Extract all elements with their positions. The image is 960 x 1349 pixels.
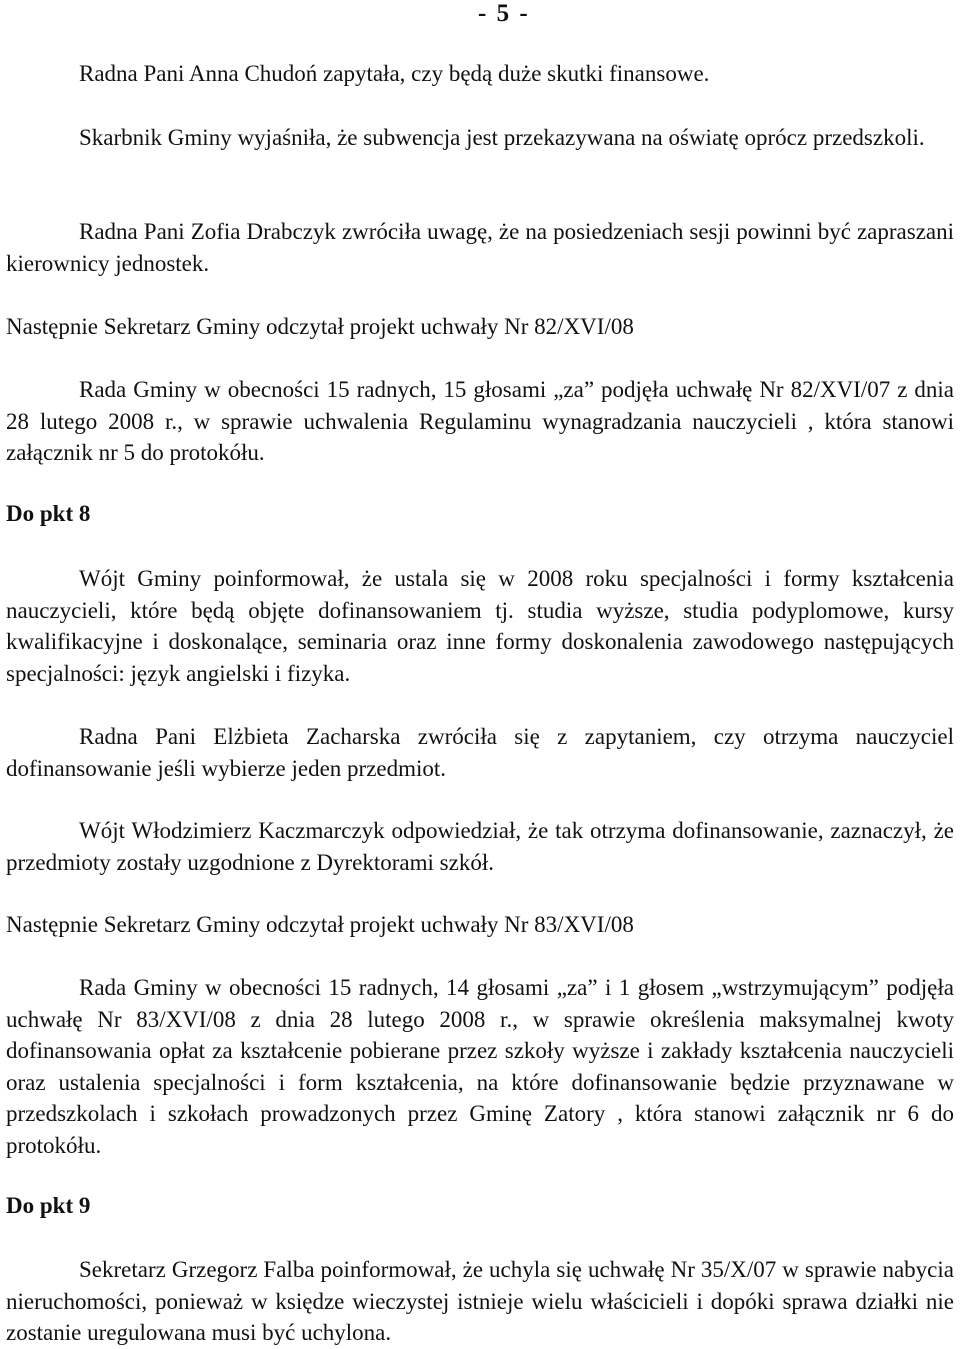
page-number: - 5 - <box>478 0 530 27</box>
paragraph-resolution-82-vote: Rada Gminy w obecności 15 radnych, 15 głosami „za” podjęła uchwałę Nr 82/XVI/07 z dnia 28 lutego 2008 r., w sprawie uchwalenia Regulaminu wynagradzania nauczycieli , która stanowi załącznik nr 5 do protokółu. <box>6 377 954 465</box>
heading-point-8: Do pkt 8 <box>6 501 91 526</box>
paragraph-mayor-specialties: Wójt Gminy poinformował, że ustala się w 2008 roku specjalności i formy kształcenia nauczycieli, które będą objęte dofinansowaniem tj. studia wyższe, studia podyplomowe, kursy kwalifikacyjne i doskonalące, seminaria oraz inne formy doskonalenia zawodowego następujących specjalności: język angielski i fizyka. <box>6 566 954 686</box>
paragraph-treasurer-explanation: Skarbnik Gminy wyjaśniła, że subwencja jest przekazywana na oświatę oprócz przedszkoli. <box>79 125 925 150</box>
paragraph-resolution-82-reading: Następnie Sekretarz Gminy odczytał projekt uchwały Nr 82/XVI/08 <box>6 314 634 339</box>
heading-point-9: Do pkt 9 <box>6 1193 91 1218</box>
paragraph-resolution-83-vote: Rada Gminy w obecności 15 radnych, 14 głosami „za” i 1 głosem „wstrzymującym” podjęła uchwałę Nr 83/XVI/08 z dnia 28 lutego 2008 r., w sprawie określenia maksymalnej kwoty dofinansowania opłat za kształcenie pobierane przez szkoły wyższe i zakłady kształcenia nauczycieli oraz ustalenia specjalności i form kształcenia, na które dofinansowanie będzie przyznawane w przedszkolach i szkołach prowadzonych przez Gminę Zatory , która stanowi załącznik nr 6 do protokółu. <box>6 975 954 1158</box>
paragraph-zacharska-question: Radna Pani Elżbieta Zacharska zwróciła się z zapytaniem, czy otrzyma nauczyciel dofinansowanie jeśli wybierze jeden przedmiot. <box>6 724 954 781</box>
paragraph-resolution-83-reading: Następnie Sekretarz Gminy odczytał projekt uchwały Nr 83/XVI/08 <box>6 912 634 937</box>
paragraph-falba-statement: Sekretarz Grzegorz Falba poinformował, że uchyla się uchwałę Nr 35/X/07 w sprawie nabycia nieruchomości, ponieważ w księdze wieczystej istnieje wielu właścicieli i dopóki sprawa działki nie zostanie uregulowana musi być uchylona. <box>6 1257 954 1345</box>
paragraph-kaczmarczyk-answer: Wójt Włodzimierz Kaczmarczyk odpowiedział, że tak otrzyma dofinansowanie, zaznaczył, że przedmioty zostały uzgodnione z Dyrektorami szkół. <box>6 818 954 875</box>
paragraph-drabczyk-remark: Radna Pani Zofia Drabczyk zwróciła uwagę, że na posiedzeniach sesji powinni być zapraszani kierownicy jednostek. <box>6 219 954 276</box>
paragraph-chudon-question: Radna Pani Anna Chudoń zapytała, czy będą duże skutki finansowe. <box>79 61 710 86</box>
